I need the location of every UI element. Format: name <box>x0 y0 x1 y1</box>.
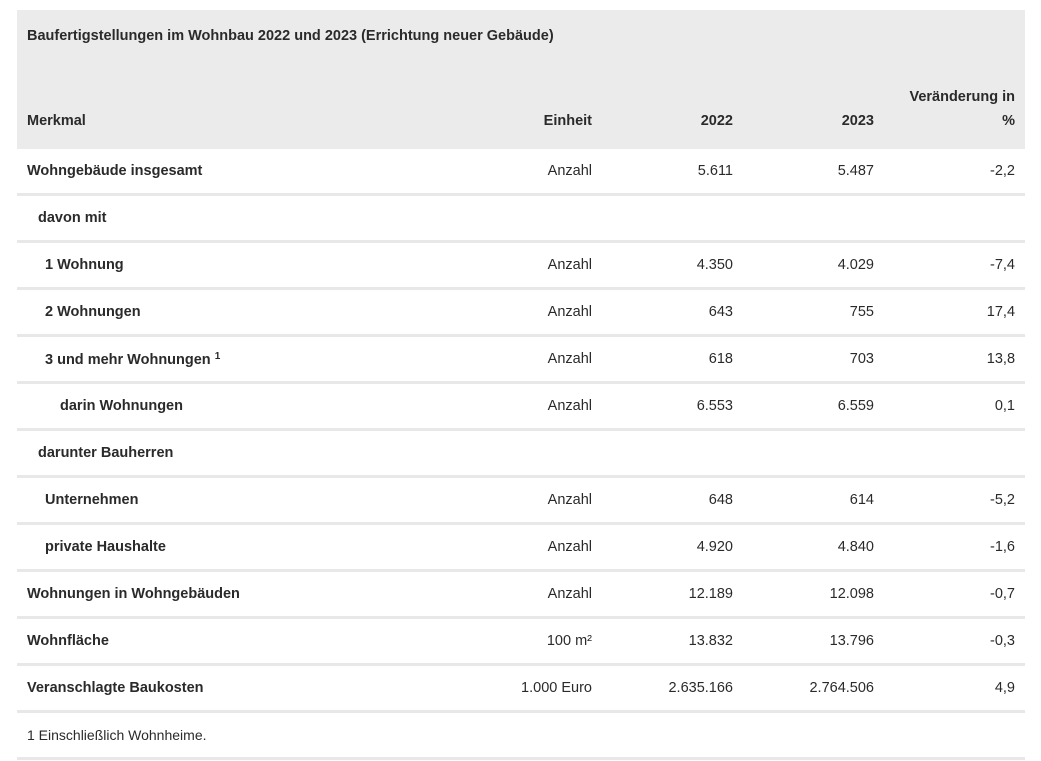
row-change: -1,6 <box>884 524 1025 571</box>
row-unit: Anzahl <box>377 289 602 336</box>
table-row <box>17 149 1025 195</box>
header-change-line1: Veränderung in <box>909 89 1016 105</box>
row-label: Wohnungen in Wohngebäuden <box>17 571 377 618</box>
row-unit: 100 m² <box>377 618 602 665</box>
row-value-2022: 6.553 <box>602 383 743 430</box>
row-unit <box>377 430 602 477</box>
row-value-2023: 12.098 <box>743 571 884 618</box>
header-einheit: Einheit <box>377 62 602 149</box>
row-change: -5,2 <box>884 477 1025 524</box>
row-value-2022: 618 <box>602 336 743 383</box>
row-change: 17,4 <box>884 289 1025 336</box>
header-2023: 2023 <box>743 62 884 149</box>
row-unit: Anzahl <box>377 149 602 195</box>
row-value-2023: 2.764.506 <box>743 665 884 712</box>
header-change-line2: % <box>1002 113 1016 129</box>
row-value-2022: 13.832 <box>602 618 743 665</box>
row-label: darin Wohnungen <box>17 383 377 430</box>
table-footnote: 1 Einschließlich Wohnheime. <box>17 712 1025 759</box>
table-row <box>17 430 1025 477</box>
row-unit: Anzahl <box>377 242 602 289</box>
table-row <box>17 195 1025 242</box>
row-value-2022: 648 <box>602 477 743 524</box>
row-change: 13,8 <box>884 336 1025 383</box>
table-row <box>17 665 1025 712</box>
row-value-2022: 4.920 <box>602 524 743 571</box>
row-unit: Anzahl <box>377 383 602 430</box>
row-label: 1 Wohnung <box>17 242 377 289</box>
row-label-text: 3 und mehr Wohnungen <box>45 351 211 368</box>
row-change: -2,2 <box>884 149 1025 195</box>
header-change <box>884 62 1025 149</box>
table-header-row <box>17 62 1025 149</box>
row-value-2023: 703 <box>743 336 884 383</box>
row-value-2023: 6.559 <box>743 383 884 430</box>
row-label: davon mit <box>17 195 377 242</box>
table-caption: Baufertigstellungen im Wohnbau 2022 und 2023 (Errichtung neuer Gebäude) <box>17 10 1025 62</box>
row-label: 2 Wohnungen <box>17 289 377 336</box>
row-unit: Anzahl <box>377 336 602 383</box>
row-label: Veranschlagte Baukosten <box>17 665 377 712</box>
table-row <box>17 242 1025 289</box>
row-unit <box>377 195 602 242</box>
header-2022: 2022 <box>602 62 743 149</box>
row-label: Wohngebäude insgesamt <box>17 149 377 195</box>
row-value-2023: 13.796 <box>743 618 884 665</box>
row-value-2022 <box>602 195 743 242</box>
row-change: -7,4 <box>884 242 1025 289</box>
table-row <box>17 383 1025 430</box>
row-label <box>17 336 377 383</box>
row-unit: Anzahl <box>377 477 602 524</box>
row-value-2022: 2.635.166 <box>602 665 743 712</box>
row-value-2023 <box>743 430 884 477</box>
row-change: -0,3 <box>884 618 1025 665</box>
table-caption-row <box>17 10 1025 62</box>
table-row <box>17 618 1025 665</box>
row-value-2022: 4.350 <box>602 242 743 289</box>
row-label: Wohnfläche <box>17 618 377 665</box>
row-label: private Haushalte <box>17 524 377 571</box>
row-change <box>884 195 1025 242</box>
table-footnote-row <box>17 712 1025 759</box>
row-value-2022 <box>602 430 743 477</box>
footnote-ref: 1 <box>214 350 221 362</box>
table-row <box>17 289 1025 336</box>
row-change: 4,9 <box>884 665 1025 712</box>
row-label: darunter Bauherren <box>17 430 377 477</box>
row-unit: 1.000 Euro <box>377 665 602 712</box>
row-value-2022: 12.189 <box>602 571 743 618</box>
construction-completions-table <box>17 10 1025 760</box>
row-value-2023: 4.840 <box>743 524 884 571</box>
table-row <box>17 336 1025 383</box>
row-value-2023: 4.029 <box>743 242 884 289</box>
row-label: Unternehmen <box>17 477 377 524</box>
data-table-container <box>17 10 1025 760</box>
row-value-2023: 5.487 <box>743 149 884 195</box>
row-value-2023: 614 <box>743 477 884 524</box>
row-value-2022: 5.611 <box>602 149 743 195</box>
row-value-2023 <box>743 195 884 242</box>
row-unit: Anzahl <box>377 571 602 618</box>
row-change: 0,1 <box>884 383 1025 430</box>
row-value-2023: 755 <box>743 289 884 336</box>
row-change <box>884 430 1025 477</box>
row-change: -0,7 <box>884 571 1025 618</box>
row-unit: Anzahl <box>377 524 602 571</box>
table-row <box>17 524 1025 571</box>
row-value-2022: 643 <box>602 289 743 336</box>
table-row <box>17 571 1025 618</box>
header-merkmal: Merkmal <box>17 62 377 149</box>
table-row <box>17 477 1025 524</box>
